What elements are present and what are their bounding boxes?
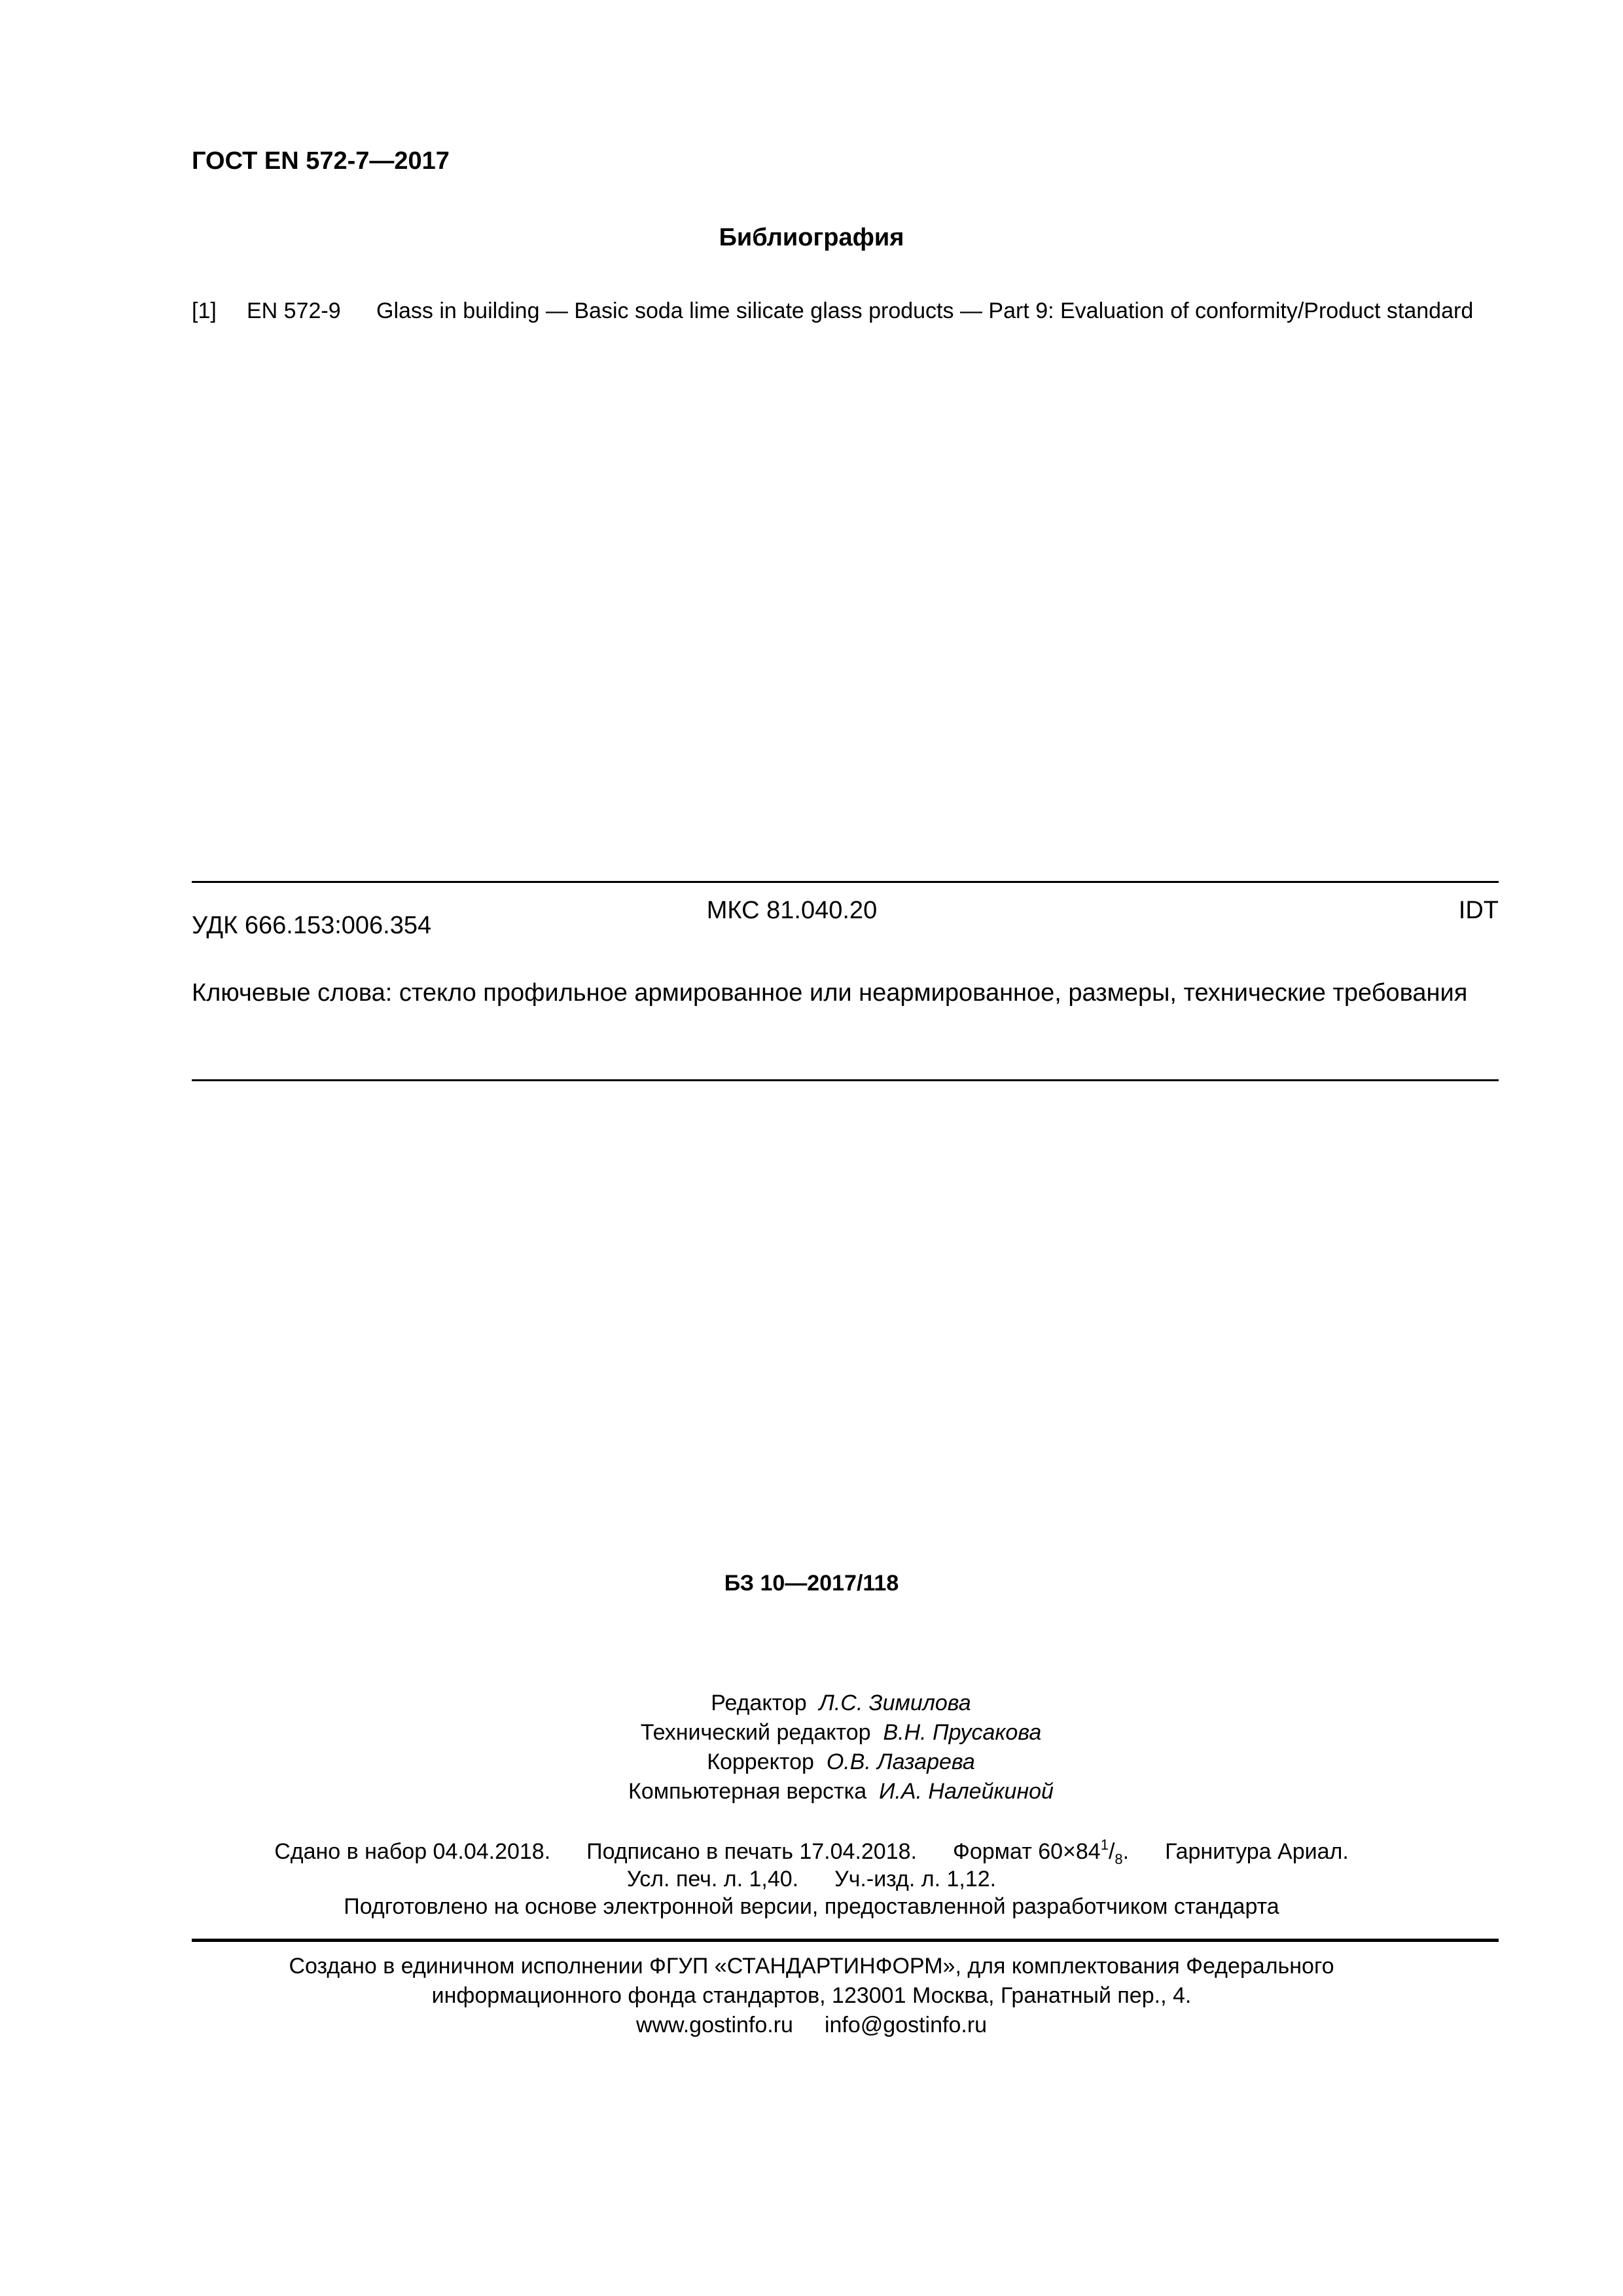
paper-format-sup: 1 [1100, 1837, 1109, 1853]
bibliography-entry-code: EN 572-9 [247, 298, 341, 323]
publisher-sheets: Уч.-изд. л. 1,12. [834, 1867, 997, 1892]
paper-format-prefix: Формат 60×84 [952, 1839, 1101, 1864]
footer-line-1: Создано в единичном исполнении ФГУП «СТАНДАРТИНФОРМ», для комплектования Федерального [289, 1954, 1334, 1979]
bibliography-title: Библиография [719, 224, 904, 251]
document-code: ГОСТ EN 572-7—2017 [192, 147, 450, 175]
credit-line [0, 1689, 1623, 1718]
credit-role: Редактор [711, 1691, 807, 1715]
bibliography-entry-text: Glass in building — Basic soda lime silicate glass products — Part 9: Evaluation of conformity/Product standard [376, 298, 1474, 323]
typeface: Гарнитура Ариал. [1165, 1839, 1349, 1864]
idt-label: IDT [1458, 897, 1499, 924]
bz-number: БЗ 10—2017/118 [724, 1571, 899, 1596]
footer-line-2: информационного фонда стандартов, 123001 Москва, Гранатный пер., 4. [431, 1983, 1192, 2008]
udk-code: УДК 666.153:006.354 [192, 912, 432, 939]
publication-line-1 [0, 1838, 1623, 1865]
divider-bottom [192, 1939, 1499, 1942]
footer-contacts [0, 2011, 1623, 2040]
credit-name: В.Н. Прусакова [883, 1720, 1042, 1745]
credit-name: Л.С. Зимилова [819, 1691, 971, 1715]
publication-info [0, 1838, 1623, 1920]
email-link[interactable]: info@gostinfo.ru [824, 2013, 988, 2037]
keywords: Ключевые слова: стекло профильное армированное или неармированное, размеры, технические требования [192, 979, 1468, 1007]
credit-line [0, 1718, 1623, 1748]
website-link[interactable]: www.gostinfo.ru [635, 2013, 793, 2037]
prepared-note: Подготовлено на основе электронной версии, предоставленной разработчиком стандарта [344, 1894, 1279, 1919]
paper-format-sub: 8 [1115, 1851, 1123, 1867]
credit-line [0, 1748, 1623, 1777]
divider-top [192, 881, 1499, 883]
publisher-footer [0, 1952, 1623, 2040]
credit-line [0, 1777, 1623, 1806]
sent-date: Сдано в набор 04.04.2018. [274, 1839, 551, 1864]
publication-line-2 [0, 1865, 1623, 1893]
credit-role: Корректор [707, 1749, 814, 1774]
paper-format-slash: / [1108, 1839, 1115, 1864]
credit-role: Компьютерная верстка [628, 1779, 867, 1804]
paper-format [952, 1837, 1130, 1867]
paper-format-suffix: . [1122, 1839, 1130, 1864]
bibliography-entry-number: [1] [192, 298, 217, 323]
credits-block [0, 1689, 1623, 1806]
credit-name: О.В. Лазарева [826, 1749, 975, 1774]
signed-date: Подписано в печать 17.04.2018. [586, 1839, 917, 1864]
print-sheets: Усл. печ. л. 1,40. [626, 1867, 799, 1892]
credit-name: И.А. Налейкиной [879, 1779, 1054, 1804]
divider-middle [192, 1079, 1499, 1081]
mks-code: МКС 81.040.20 [706, 897, 878, 924]
credit-role: Технический редактор [640, 1720, 871, 1745]
